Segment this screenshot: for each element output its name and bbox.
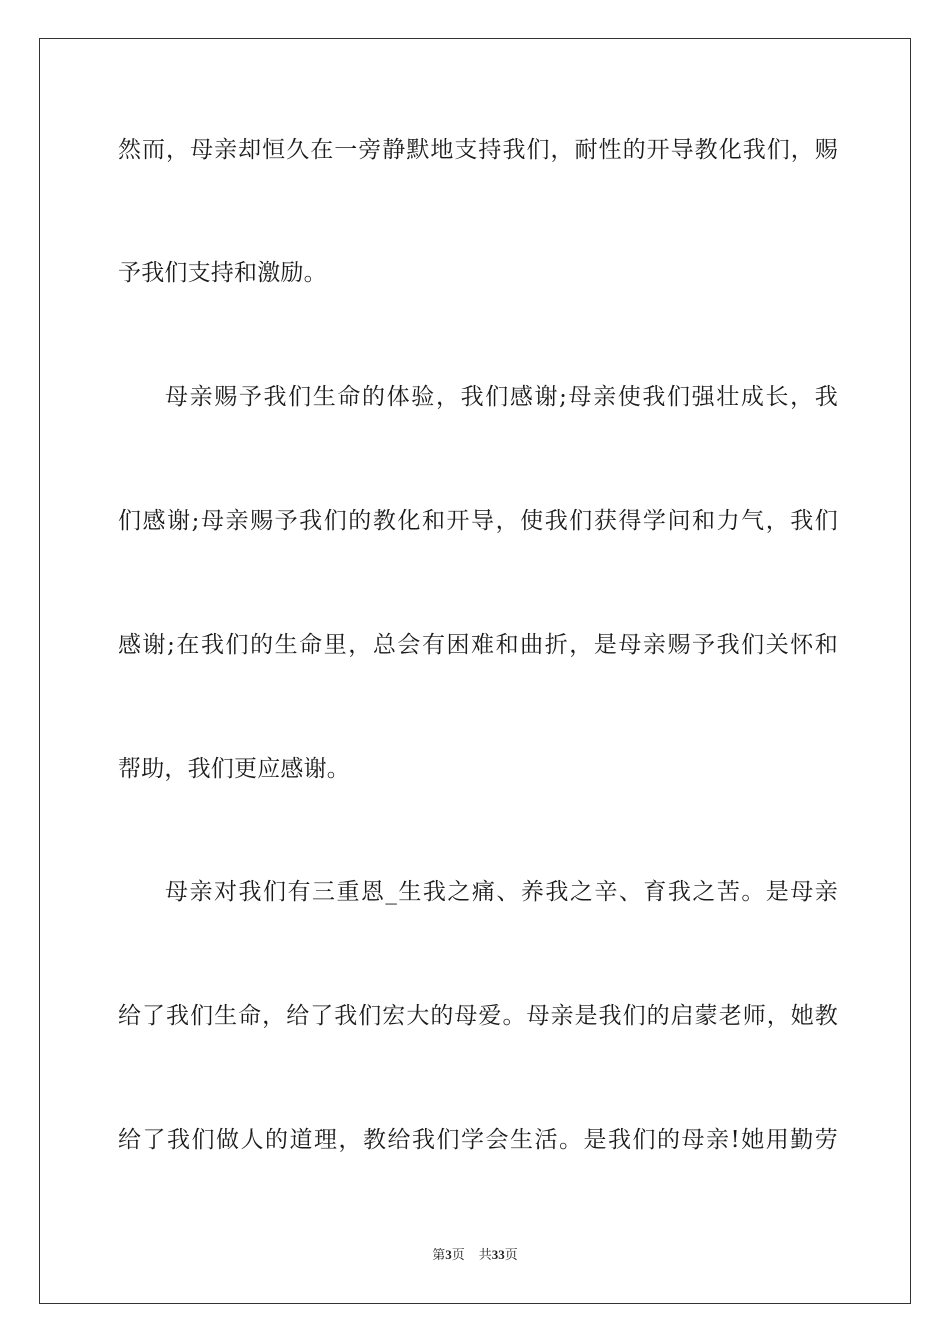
text-line: 然而，母亲却恒久在一旁静默地支持我们，耐性的开导教化我们，赐 bbox=[118, 137, 838, 163]
text-line: 母亲对我们有三重恩_生我之痛、养我之辛、育我之苦。是母亲 bbox=[165, 879, 838, 905]
page-border bbox=[39, 38, 911, 1304]
footer-page-number: 3 bbox=[445, 1247, 452, 1262]
footer-page-suffix: 页 bbox=[451, 1248, 465, 1263]
page-footer bbox=[0, 1246, 950, 1265]
text-line: 给了我们生命，给了我们宏大的母爱。母亲是我们的启蒙老师，她教 bbox=[118, 1003, 838, 1029]
footer-total-prefix: 共 bbox=[478, 1248, 492, 1263]
text-line: 感谢;在我们的生命里，总会有困难和曲折，是母亲赐予我们关怀和 bbox=[118, 632, 838, 658]
footer-total-pages: 33 bbox=[491, 1247, 505, 1262]
text-line: 帮助，我们更应感谢。 bbox=[118, 756, 350, 782]
footer-page-prefix: 第 bbox=[432, 1248, 446, 1263]
text-line: 们感谢;母亲赐予我们的教化和开导，使我们获得学问和力气，我们 bbox=[118, 508, 838, 534]
footer-total-suffix: 页 bbox=[504, 1248, 518, 1263]
text-line: 母亲赐予我们生命的体验，我们感谢;母亲使我们强壮成长，我 bbox=[165, 384, 838, 410]
text-line: 予我们支持和激励。 bbox=[118, 260, 327, 286]
text-line: 给了我们做人的道理，教给我们学会生活。是我们的母亲!她用勤劳 bbox=[118, 1127, 838, 1153]
